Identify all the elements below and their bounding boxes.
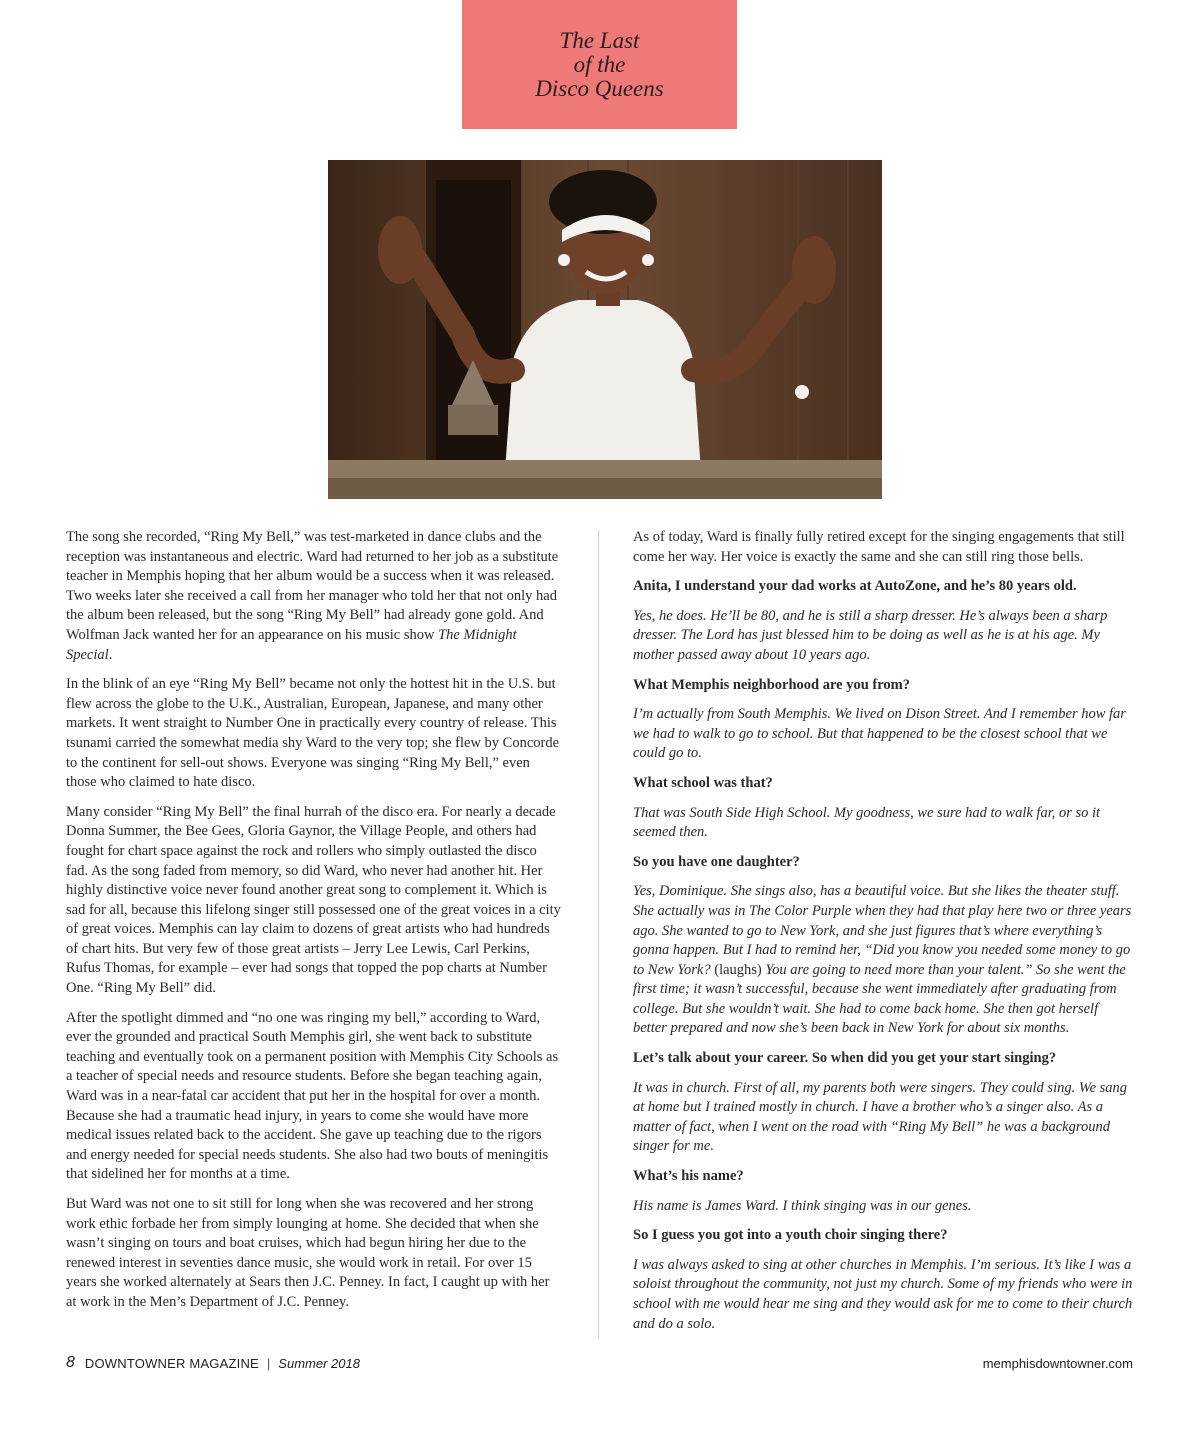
portrait-illustration	[328, 160, 882, 499]
show-title: The Midnight Special	[66, 626, 517, 663]
title-line-1: The Last	[559, 27, 640, 53]
answer-text: Yes, Dominique. She sings also, has a beautiful voice. But she likes the theater stuff. She actually was in The Color Purple when they had that play here two or three years ago. She wanted to go to New York, and she just figures that’s where everything’s gonna happen. But I had to remind her, “Did you know you needed some money to go to New York?	[633, 883, 1132, 978]
footer-left	[66, 1354, 360, 1372]
right-column	[633, 528, 1133, 1344]
column-divider	[598, 530, 599, 1338]
interview-answer: I was always asked to sing at other churches in Memphis. I’m serious. It’s like I was a soloist throughout the community, not just my church. Some of my friends who were in school with me would hear me sing and they would ask for me to come to their church and do a solo.	[633, 1256, 1133, 1332]
interview-question: What school was that?	[633, 774, 773, 791]
interview-question: So you have one daughter?	[633, 853, 800, 870]
title-line-3: Disco Queens	[535, 75, 664, 101]
article-title	[535, 29, 663, 101]
interview-question: Anita, I understand your dad works at AutoZone, and he’s 80 years old.	[633, 578, 1077, 595]
interview-answer: It was in church. First of all, my parents both were singers. They could sing. We sang at home but I trained mostly in church. I have a brother who’s a singer also. As a matter of fact, when I went on the road with “Ring My Bell” he was a background singer for me.	[633, 1079, 1128, 1155]
body-paragraph	[66, 528, 562, 665]
interview-question: What’s his name?	[633, 1168, 744, 1185]
magazine-name: DOWNTOWNER MAGAZINE	[84, 1355, 259, 1371]
portrait-photo	[328, 160, 882, 499]
title-banner	[462, 0, 737, 129]
body-paragraph: In the blink of an eye “Ring My Bell” became not only the hottest hit in the U.S. but flew across the globe to the U.K., Australian, European, Japanese, and many other markets. It went straight to Number One in practically every country of release. This tsunami carried the somewhat media shy Ward to the very top; she flew by Concorde to the continent for sell-out shows. Everyone was singing “Ring My Bell,” even those who claimed to hate disco.	[66, 676, 560, 791]
intro-paragraph: As of today, Ward is finally fully retired except for the singing engagements that still come her way. Her voice is exactly the same and she can still ring those bells.	[633, 529, 1125, 565]
interview-question: What Memphis neighborhood are you from?	[633, 676, 910, 693]
interview-answer: Yes, he does. He’ll be 80, and he is still a sharp dresser. He’s always been a sharp dresser. The Lord has just blessed him to be doing as well as he is at his age. My mother passed away about 10 years ago.	[633, 607, 1108, 663]
body-paragraph: Many consider “Ring My Bell” the final hurrah of the disco era. For nearly a decade Donna Summer, the Bee Gees, Gloria Gaynor, the Village People, and others had fought for chart space against the rock and rollers who simply outlasted the disco fad. As the song faded from memory, so did Ward, who never had another hit. Her highly distinctive voice never found another great song to complement it. Which is sad for all, because this lifelong singer still possessed one of the great voices in a city of great voices. Memphis can lay claim to dozens of great artists who had hundreds of chart hits. But very few of those great artists – Jerry Lee Lewis, Carl Perkins, Rufus Thomas, for example – ever had songs that topped the pop charts at Number One. “Ring My Bell” did.	[66, 803, 561, 997]
interview-answer	[633, 882, 1133, 1039]
answer-text: You are going to need more than your talent.” So she went the first time; it wasn’t successful, because she went immediately after graduating from college. But she wouldn’t wait. She had to come back home. She then got herself better prepared and now she’s been back in New York for about six months.	[633, 961, 1126, 1037]
interview-question: So I guess you got into a youth choir singing there?	[633, 1227, 948, 1244]
issue-label: Summer 2018	[278, 1355, 360, 1371]
left-column	[66, 528, 562, 1323]
body-paragraph: After the spotlight dimmed and “no one was ringing my bell,” according to Ward, ever the grounded and practical South Memphis girl, she went back to substitute teaching and eventually took on a permanent position with Memphis City Schools as a teacher of special needs and resource students. Before she began teaching again, Ward was in a near-fatal car accident that put her in the hospital for over a month. Because she had a traumatic head injury, in years to come she would have more medical issues related back to the accident. She gave up teaching due to the rigors and energy needed for special needs students. She also had two bouts of meningitis that sidelined her for months at a time.	[66, 1009, 559, 1183]
interview-answer: His name is James Ward. I think singing was in our genes.	[633, 1197, 972, 1214]
page-number: 8	[66, 1354, 75, 1371]
paragraph-end: .	[108, 646, 113, 663]
body-paragraph: But Ward was not one to sit still for long when she was recovered and her strong work ethic forbade her from simply lounging at home. She decided that when she wasn’t singing on tours and boat cruises, which had begun hiring her due to the renewed interest in seventies dance music, she would work in retail. For over 15 years she worked alternately at Sears then J.C. Penney. In fact, I caught up with her at work in the Men’s Department of J.C. Penney.	[66, 1196, 550, 1310]
interview-question: Let’s talk about your career. So when did you get your start singing?	[633, 1050, 1057, 1067]
paragraph-text: The song she recorded, “Ring My Bell,” was test-marketed in dance clubs and the reception was instantaneous and electric. Ward had returned to her job as a substitute teacher in Memphis hoping that her album would be a success when it was released. Two weeks later she received a call from her manager who told her that not only had the album been released, but the song “Ring My Bell” had already gone gold. And Wolfman Jack wanted her for an appearance on his music show	[66, 529, 559, 643]
interview-answer: I’m actually from South Memphis. We lived on Dison Street. And I remember how far we had to walk to go to school. But that happened to be the closest school that we could go to.	[633, 706, 1126, 762]
website-link[interactable]: memphisdowntowner.com	[982, 1355, 1133, 1371]
answer-aside: (laughs)	[710, 961, 766, 978]
page-footer	[66, 1352, 1133, 1374]
footer-separator: |	[266, 1355, 271, 1371]
title-line-2: of the	[573, 51, 626, 77]
interview-answer: That was South Side High School. My goodness, we sure had to walk far, or so it seemed then.	[633, 804, 1101, 841]
